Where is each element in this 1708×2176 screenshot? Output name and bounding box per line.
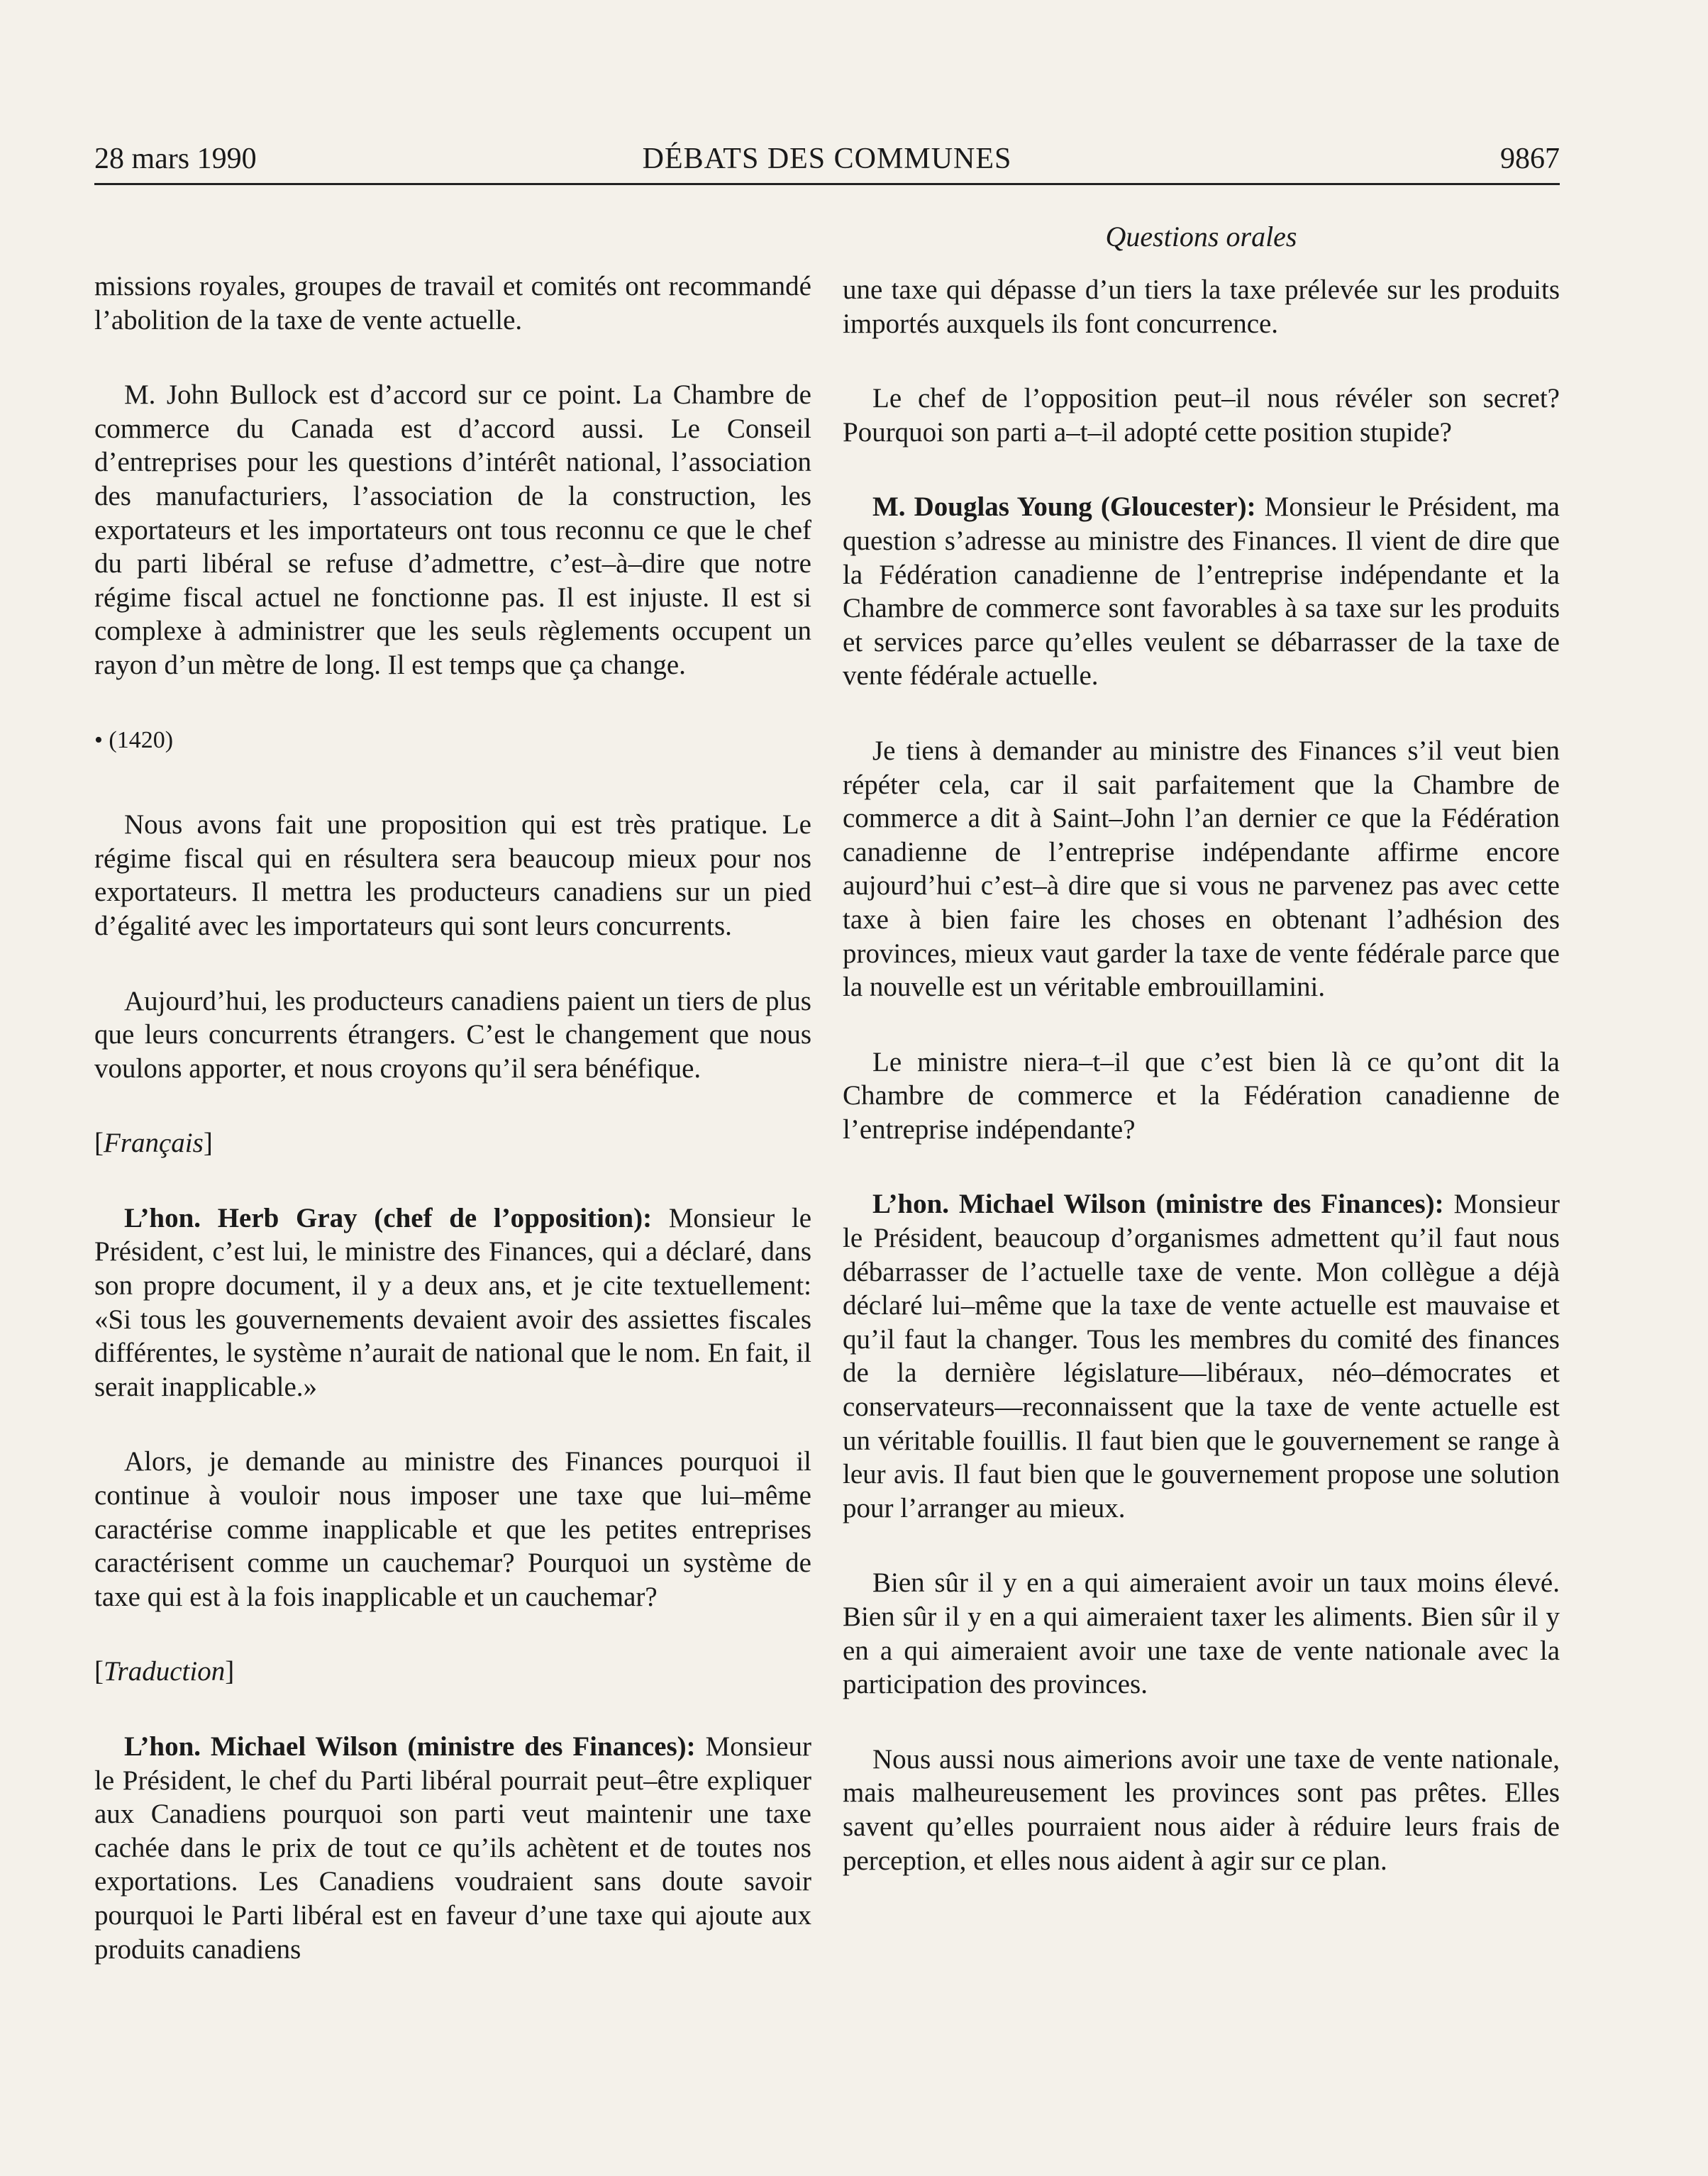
paragraph: une taxe qui dépasse d’un tiers la taxe prélevée sur les produits importés auxquels ils font concurrence. <box>843 274 1560 339</box>
language-tag: [Français] <box>94 1128 213 1159</box>
speaker-name: L’hon. Herb Gray (chef de l’opposition): <box>124 1202 653 1233</box>
language-tag-text: Traduction <box>104 1656 226 1687</box>
time-marker-text: (1420) <box>109 726 174 753</box>
paragraph: missions royales, groupes de travail et comités ont recommandé l’abolition de la taxe de vente actuelle. <box>94 271 811 335</box>
paragraph <box>843 490 1560 693</box>
section-label: Questions orales <box>1105 221 1297 252</box>
header-page-number: 9867 <box>1500 143 1560 175</box>
header-rule <box>94 183 1560 185</box>
header-title: DÉBATS DES COMMUNES <box>642 143 1012 175</box>
right-column <box>843 273 1560 1919</box>
paragraph: Je tiens à demander au ministre des Finances s’il veut bien répéter cela, car il sait parfaitement que la Chambre de commerce a dit à Saint–John l’an dernier ce que la Fédération canadienne de l’entreprise indépendante affirme encore aujourd’hui c’est–à dire que si vous ne parvenez pas avec cette taxe à bien faire les choses en obtenant l’adhésion des provinces, mieux vaut garder la taxe de vente fédérale parce que la nouvelle est un véritable embrouillamini. <box>843 735 1560 1003</box>
speech-text: Monsieur le Président, beaucoup d’organismes admettent qu’il faut nous débarrasser de l’actuelle taxe de vente. Mon collègue a déjà déclaré lui–même que la taxe de vente actuelle est mauvaise et qu’il faut la changer. Tous les membres du comité des finances de la dernière législature—libéraux, néo–démocrates et conservateurs—reconnaissent que la taxe de vente actuelle est un véritable fouillis. Il faut bien que le gouvernement se range à leur avis. Il faut bien que le gouvernement propose une solution pour l’arranger au mieux. <box>843 1189 1560 1523</box>
speaker-name: L’hon. Michael Wilson (ministre des Finances): <box>124 1731 696 1762</box>
paragraph: Nous aussi nous aimerions avoir une taxe de vente nationale, mais malheureusement les provinces sont pas prêtes. Elles savent qu’elles pourraient nous aider à réduire leurs frais de perception, et elles nous aident à agir sur ce plan. <box>843 1743 1560 1876</box>
bullet-icon: • <box>94 726 103 753</box>
paragraph <box>94 1201 811 1404</box>
language-tag-text: Français <box>104 1128 204 1159</box>
speech-text: Monsieur le Président, le chef du Parti libéral pourrait peut–être expliquer aux Canadiens pourquoi son parti veut maintenir une taxe cachée dans le prix de tout ce qu’ils achètent et de toutes nos exportations. Les Canadiens voudraient sans doute savoir pourquoi le Parti libéral est en faveur d’une taxe qui ajoute aux produits canadiens <box>94 1731 811 1965</box>
speaker-name: M. Douglas Young (Gloucester): <box>872 492 1256 523</box>
paragraph: Bien sûr il y en a qui aimeraient avoir un taux moins élevé. Bien sûr il y en a qui aimeraient taxer les aliments. Bien sûr il y en a qui aimeraient avoir une taxe de vente nationale avec la participation des provinces. <box>843 1567 1560 1700</box>
speech-text: Monsieur le Président, ma question s’adresse au ministre des Finances. Il vient de dire que la Fédération canadienne de l’entreprise indépendante et la Chambre de commerce sont favorables à sa taxe sur les produits et services parce qu’elles veulent se débarrasser de la taxe de vente fédérale actuelle. <box>843 492 1560 692</box>
paragraph: Nous avons fait une proposition qui est très pratique. Le régime fiscal qui en résultera sera beaucoup mieux pour nos exportateurs. Il mettra les producteurs canadiens sur un pied d’égalité avec les importateurs qui sont leurs concurrents. <box>94 809 811 941</box>
paragraph: Le ministre niera–t–il que c’est bien là ce qu’ont dit la Chambre de commerce et la Fédération canadienne de l’entreprise indépendante? <box>843 1046 1560 1145</box>
paragraph <box>843 1187 1560 1525</box>
speaker-name: L’hon. Michael Wilson (ministre des Finances): <box>872 1189 1444 1220</box>
header-date: 28 mars 1990 <box>94 143 257 175</box>
paragraph: M. John Bullock est d’accord sur ce point. La Chambre de commerce du Canada est d’accord aussi. Le Conseil d’entreprises pour les questions d’intérêt national, l’association des manufacturiers, l’association de la construction, les exportateurs et les importateurs ont tous reconnu ce que le chef du parti libéral se refuse d’admettre, c’est–à–dire que notre régime fiscal actuel ne fonctionne pas. Il est injuste. Il est si complexe à administrer que les seuls règlements occupent un rayon d’un mètre de long. Il est temps que ça change. <box>94 379 811 680</box>
page-header <box>94 139 1560 179</box>
speech-text: Monsieur le Président, c’est lui, le ministre des Finances, qui a déclaré, dans son propre document, il y a deux ans, et je cite textuellement: «Si tous les gouvernements devaient avoir des assiettes fiscales différentes, le système n’aurait de national que le nom. En fait, il serait inapplicable.» <box>94 1202 812 1402</box>
paragraph: Le chef de l’opposition peut–il nous révéler son secret? Pourquoi son parti a–t–il adopté cette position stupide? <box>843 383 1560 448</box>
time-marker <box>94 723 811 757</box>
left-column <box>94 270 811 2007</box>
paragraph: Alors, je demande au ministre des Finances pourquoi il continue à vouloir nous imposer une taxe que lui–même caractérise comme inapplicable et que les petites entreprises caractérisent comme un cauchemar? Pourquoi un système de taxe qui est à la fois inapplicable et un cauchemar? <box>94 1446 811 1612</box>
language-tag: [Traduction] <box>94 1656 235 1687</box>
paragraph: Aujourd’hui, les producteurs canadiens paient un tiers de plus que leurs concurrents étrangers. C’est le changement que nous voulons apporter, et nous croyons qu’il sera bénéfique. <box>94 985 811 1084</box>
paragraph <box>94 1730 811 1966</box>
